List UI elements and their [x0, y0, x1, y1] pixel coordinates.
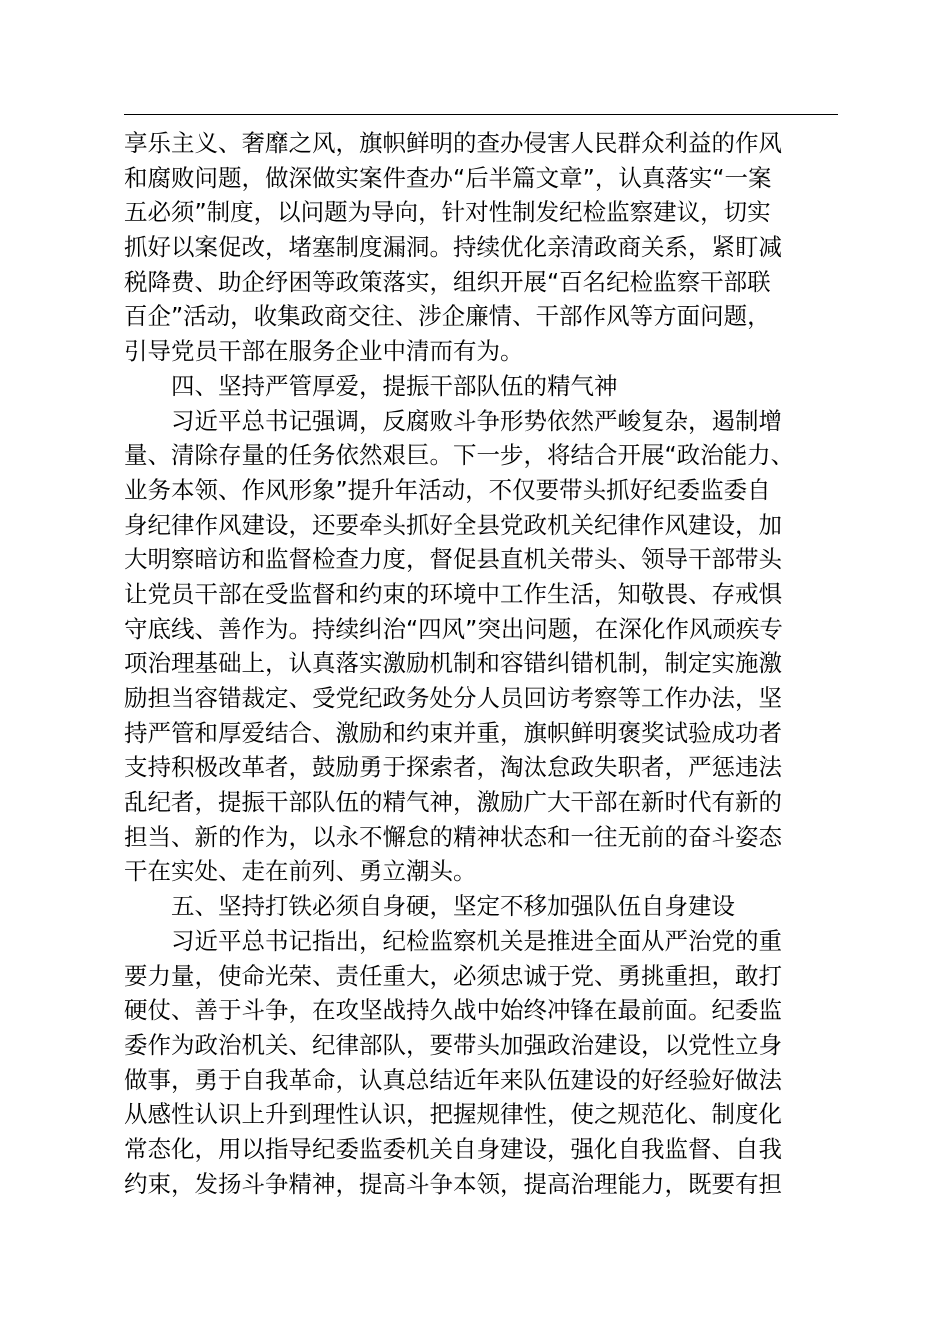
text-line: 守底线、善作为。持续纠治“四风”突出问题，在深化作风顽疾专	[124, 614, 783, 643]
text-line: 抓好以案促改，堵塞制度漏洞。持续优化亲清政商关系，紧盯减	[124, 233, 782, 262]
text-line: 从感性认识上升到理性认识，把握规律性，使之规范化、制度化	[124, 1100, 782, 1129]
header-rule	[124, 114, 838, 115]
text-line: 乱纪者，提振干部队伍的精气神，激励广大干部在新时代有新的	[124, 788, 782, 817]
document-body	[124, 126, 844, 1201]
text-line: 业务本领、作风形象”提升年活动，不仅要带头抓好纪委监委自	[124, 475, 771, 504]
text-line: 项治理基础上，认真落实激励机制和容错纠错机制，制定实施激	[124, 649, 782, 678]
text-line: 引导党员干部在服务企业中清而有为。	[124, 337, 524, 366]
text-line: 五必须”制度，以问题为导向，针对性制发纪检监察建议，切实	[124, 198, 771, 227]
text-line: 税降费、助企纾困等政策落实，组织开展“百名纪检监察干部联	[124, 267, 771, 296]
text-line: 让党员干部在受监督和约束的环境中工作生活，知敬畏、存戒惧	[124, 579, 782, 608]
text-line: 委作为政治机关、纪律部队，要带头加强政治建设，以党性立身	[124, 1030, 782, 1059]
text-line: 硬仗、善于斗争，在攻坚战持久战中始终冲锋在最前面。纪委监	[124, 996, 782, 1025]
text-line: 约束，发扬斗争精神，提高斗争本领，提高治理能力，既要有担	[124, 1169, 782, 1198]
text-line: 干在实处、走在前列、勇立潮头。	[124, 857, 477, 886]
text-line: 和腐败问题，做深做实案件查办“后半篇文章”，认真落实“一案	[124, 163, 772, 192]
text-line: 习近平总书记强调，反腐败斗争形势依然严峻复杂，遏制增	[171, 406, 782, 435]
text-line: 四、坚持严管厚爱，提振干部队伍的精气神	[171, 371, 618, 400]
text-line: 五、坚持打铁必须自身硬，坚定不移加强队伍自身建设	[171, 892, 735, 921]
text-line: 担当、新的作为，以永不懈怠的精神状态和一往无前的奋斗姿态	[124, 822, 782, 851]
text-line: 百企”活动，收集政商交往、涉企廉情、干部作风等方面问题，	[124, 302, 771, 331]
text-line: 常态化，用以指导纪委监委机关自身建设，强化自我监督、自我	[124, 1134, 782, 1163]
text-line: 持严管和厚爱结合、激励和约束并重，旗帜鲜明褒奖试验成功者	[124, 718, 782, 747]
text-line: 励担当容错裁定、受党纪政务处分人员回访考察等工作办法，坚	[124, 684, 782, 712]
text-line: 享乐主义、奢靡之风，旗帜鲜明的查办侵害人民群众利益的作风	[124, 129, 782, 157]
text-line: 做事，勇于自我革命，认真总结近年来队伍建设的好经验好做法	[124, 1065, 782, 1094]
text-line: 支持积极改革者，鼓励勇于探索者，淘汰怠政失职者，严惩违法	[124, 753, 782, 782]
text-line: 要力量，使命光荣、责任重大，必须忠诚于党、勇挑重担，敢打	[124, 961, 782, 990]
text-line: 习近平总书记指出，纪检监察机关是推进全面从严治党的重	[171, 926, 782, 955]
text-line: 身纪律作风建设，还要牵头抓好全县党政机关纪律作风建设，加	[124, 510, 782, 539]
text-line: 量、清除存量的任务依然艰巨。下一步，将结合开展“政治能力、	[124, 441, 795, 470]
text-line: 大明察暗访和监督检查力度，督促县直机关带头、领导干部带头	[124, 545, 782, 574]
